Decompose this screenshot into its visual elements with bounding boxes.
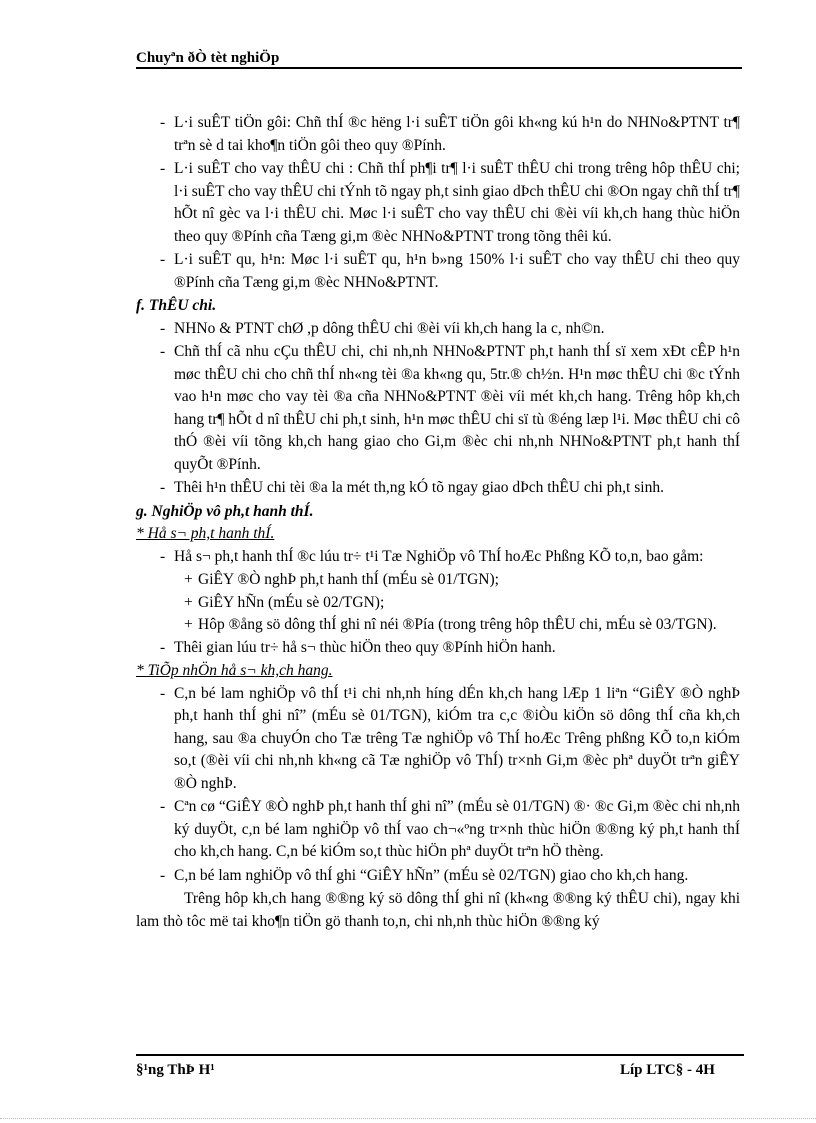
records-plus-item: + GiÊY ®Ò nghÞ ph,t hanh thÍ (mÉu sè 01/TGN);	[136, 569, 740, 592]
dash-marker: -	[160, 866, 166, 884]
dash-marker: -	[160, 798, 166, 815]
subsection-card-records-heading: * Hå s¬ ph,t hanh thÍ.	[136, 525, 275, 542]
records-bullet: - Hå s¬ ph,t hanh thÍ ®c lúu tr÷ t¹i Tæ NghiÖp vô ThÍ hoÆc Phßng KÕ to,n, bao gåm:	[136, 546, 740, 569]
bullet-overdraft-interest: - L·i suÊT cho vay thÊU chi : Chñ thÍ ph¶i tr¶ l·i suÊT thÊU chi trong trêng hôp thÊU chi; l·i suÊT cho vay thÊU chi tÝnh tõ ngay ph,t sinh giao dÞch thÊU chi ®On ngay chñ thÍ tr¶ hÕt nî gèc va l·i thÊU chi. Møc l·i suÊT cho vay thÊU chi ®èi víi kh,ch hang thùc hiÖn theo quy ®Pính cña Tæng gi,m ®èc NHNo&PTNT trong tõng thêi kú.	[160, 160, 740, 245]
dash-marker: -	[160, 319, 166, 337]
customer-records-bullet: - C,n bé lam nghiÖp vô thÍ ghi “GiÊY hÑn” (mÉu sè 02/TGN) giao cho kh,ch hang.	[136, 865, 740, 888]
bullet-overdue-interest: - L·i suÊT qu, h¹n: Møc l·i suÊT qu, h¹n b»ng 150% l·i suÊT cho vay thÊU chi theo quy ®Pính cña Tæng gi,m ®èc NHNo&PTNT.	[160, 251, 740, 291]
customer-records-bullet: - Cªn cø “GiÊY ®Ò nghÞ ph,t hanh thÍ ghi nî” (mÉu sè 01/TGN) ®· ®c Gi,m ®èc chi nh,nh ký duyÖt, c,n bé lam nghiÖp vô thÍ vao ch¬«ºng tr×nh thùc hiÖn ®®ng ký ph,t hanh thÍ cho kh,ch hang. C,n bé kiÓm so,t thùc hiÖn phª duyÖt trªn hÖ thèng.	[160, 798, 740, 860]
plus-marker: +	[184, 616, 193, 633]
dash-marker: -	[160, 160, 166, 177]
records-bullet: - Thêi gian lúu tr÷ hå s¬ thùc hiÖn theo quy ®Pính hiÖn hanh.	[136, 637, 740, 660]
section-f-bullet: - Chñ thÍ cã nhu cÇu thÊU chi, chi nh,nh NHNo&PTNT ph,t hanh thÍ sï xem xÐt cÊP h¹n møc thÊU chi cho chñ thÍ nh«ng tèi ®a kh«ng qu, 5tr.® ch½n. H¹n møc thÊU chi ®c tÝnh vao h¹n møc cho vay tèi ®a cña NHNo&PTNT ®èi víi mét kh,ch hang. Trêng hôp kh,ch hang tr¶ hÕt d nî thÊU chi ph,t sinh, h¹n møc thÊU chi sï tù ®éng læp l¹i. Møc thÊU chi cô thÓ ®èi víi tõng kh,ch hang giao cho Gi,m ®èc chi nh,nh NHNo&PTNT ph,t hanh thÍ quyÕt ®Pính.	[160, 343, 740, 473]
customer-records-bullet: - C,n bé lam nghiÖp vô thÍ t¹i chi nh,nh híng dÉn kh,ch hang lÆp 1 liªn “GiÊY ®Ò nghÞ ph,t hanh thÍ ghi nî” (mÉu sè 01/TGN), kiÓm tra c,c ®iÒu kiÖn sö dông thÍ cña kh,ch hang, sau ®a chuyÓn cho Tæ trêng Tæ nghiÖp vô ThÍ hoÆc Trêng phßng KÕ to,n kiÓm so,t (®èi víi chi nh,nh kh«ng cã Tæ nghiÖp vô ThÍ) tr×nh Gi,m ®èc phª duyÖt trªn giÊY ®Ò nghÞ.	[160, 684, 740, 792]
page-header-title: Chuyªn ðÒ tèt nghiÖp	[136, 50, 280, 66]
dash-marker: -	[160, 251, 166, 268]
dash-marker: -	[160, 114, 166, 131]
subsection-customer-records-heading: * TiÕp nhÖn hå s¬ kh,ch hang.	[136, 662, 333, 679]
header-rule	[136, 67, 742, 69]
document-body	[136, 112, 740, 933]
dash-marker: -	[160, 479, 166, 496]
page-bottom-dotted-line	[0, 1118, 816, 1119]
records-plus-item: + Hôp ®ång sö dông thÍ ghi nî néi ®Pía (trong trêng hôp thÊU chi, mÉu sè 03/TGN).	[136, 614, 740, 637]
footer-author: §¹ng ThÞ H¹	[136, 1062, 215, 1078]
section-f-heading: f. ThÊU chi.	[136, 297, 217, 314]
footer-rule	[136, 1054, 744, 1056]
plus-marker: +	[184, 571, 193, 588]
plus-marker: +	[184, 593, 193, 611]
footer-class: Líp LTC§ - 4H	[620, 1062, 715, 1078]
section-f-bullet: - Thêi h¹n thÊU chi tèi ®a la mét th,ng kÓ tõ ngay giao dÞch thÊU chi ph,t sinh.	[136, 477, 740, 500]
dash-marker: -	[160, 547, 166, 565]
dash-marker: -	[160, 684, 166, 702]
dash-marker: -	[160, 343, 166, 360]
section-f-bullet: - NHNo & PTNT chØ ,p dông thÊU chi ®èi víi kh,ch hang la c, nh©n.	[136, 318, 740, 341]
dash-marker: -	[160, 638, 166, 656]
bullet-deposit-interest: - L·i suÊT tiÖn gôi: Chñ thÍ ®c hëng l·i suÊT tiÖn gôi kh«ng kú h¹n do NHNo&PTNT tr¶ trªn sè d tai kho¶n tiÖn gôi theo quy ®Pính.	[160, 114, 740, 154]
section-g-heading: g. NghiÖp vô ph,t hanh thÍ.	[136, 502, 314, 520]
closing-paragraph: Trêng hôp kh,ch hang ®®ng ký sö dông thÍ ghi nî (kh«ng ®®ng ký thÊU chi), ngay khi lam thò tôc më tai kho¶n tiÖn gö thanh to,n, chi nh,nh thùc hiÖn ®®ng ký	[136, 890, 740, 930]
records-plus-item: + GiÊY hÑn (mÉu sè 02/TGN);	[136, 592, 740, 615]
